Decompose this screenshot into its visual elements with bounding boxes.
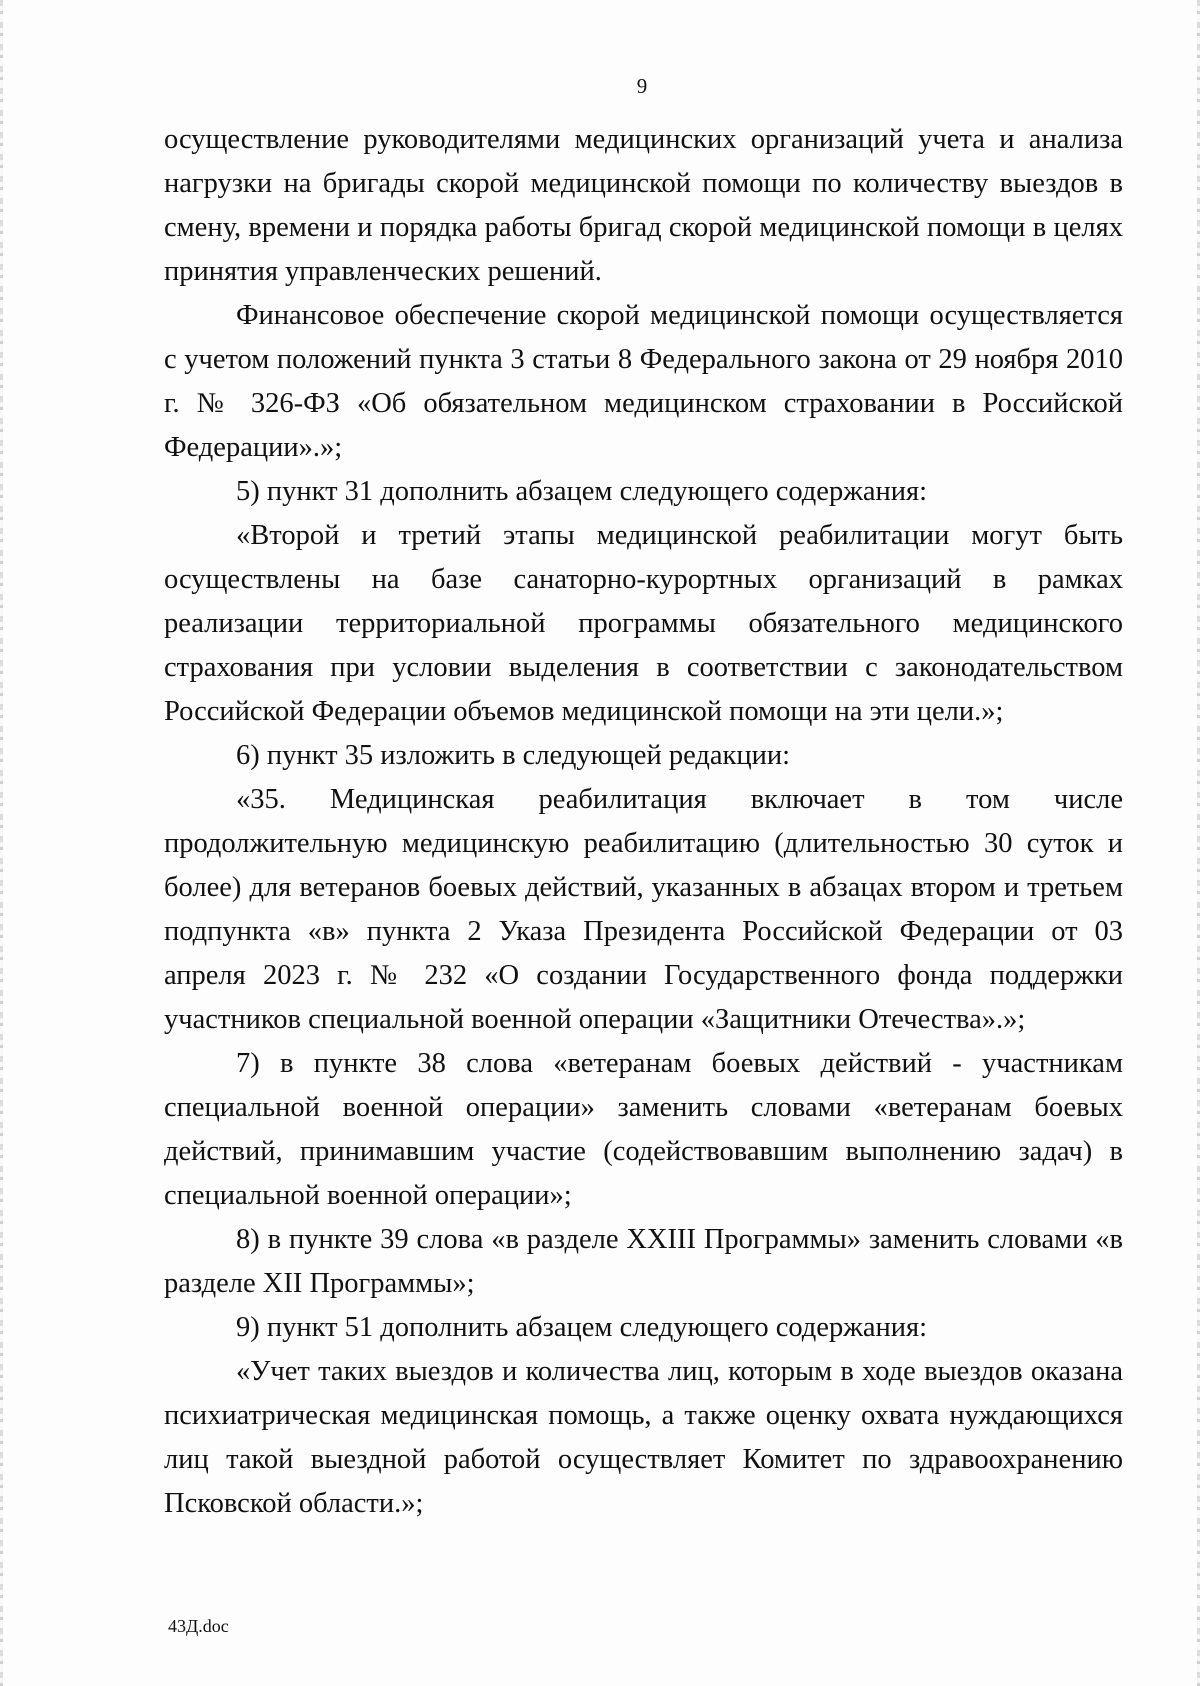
paragraph-financing: Финансовое обеспечение скорой медицинской помощи осуществляется с учетом положений пункта 3 статьи 8 Федерального закона от 29 ноября 2010 г. № 326-ФЗ «Об обязательном медицинском страховании в Российской Федерации».»; bbox=[164, 300, 1123, 463]
scan-edge-left bbox=[0, 0, 3, 1686]
paragraph-item-6: 6) пункт 35 изложить в следующей редакции: bbox=[236, 740, 791, 771]
paragraph-item-7: 7) в пункте 38 слова «ветеранам боевых действий - участникам специальной военной операции» заменить словами «ветеранам боевых действий, принимавшим участие (содействовавшим выполнению задач) в специальной военной операции»; bbox=[164, 1048, 1123, 1211]
paragraph-item-6-text: «35. Медицинская реабилитация включает в том числе продолжительную медицинскую реабилитацию (длительностью 30 суток и более) для ветеранов боевых действий, указанных в абзацах втором и третьем подпункта «в» пункта 2 Указа Президента Российской Федерации от 03 апреля 2023 г. № 232 «О создании Государственного фонда поддержки участников специальной военной операции «Защитники Отечества».»; bbox=[164, 784, 1123, 1035]
paragraph-item-5-text: «Второй и третий этапы медицинской реабилитации могут быть осуществлены на базе санаторно-курортных организаций в рамках реализации территориальной программы обязательного медицинского страхования при условии выделения в соответствии с законодательством Российской Федерации объемов медицинской помощи на эти цели.»; bbox=[164, 520, 1123, 727]
paragraph-item-8: 8) в пункте 39 слова «в разделе XXIII Программы» заменить словами «в разделе XII Программы»; bbox=[164, 1224, 1123, 1299]
paragraph-item-9: 9) пункт 51 дополнить абзацем следующего содержания: bbox=[236, 1312, 928, 1343]
paragraph-continuation: осуществление руководителями медицинских организаций учета и анализа нагрузки на бригады скорой медицинской помощи по количеству выездов в смену, времени и порядка работы бригад скорой медицинской помощи в целях принятия управленческих решений. bbox=[164, 124, 1123, 287]
page-number: 9 bbox=[636, 74, 648, 98]
paragraph-item-9-text: «Учет таких выездов и количества лиц, которым в ходе выездов оказана психиатрическая медицинская помощь, а также оценку охвата нуждающихся лиц такой выездной работой осуществляет Комитет по здравоохранению Псковской области.»; bbox=[164, 1356, 1123, 1519]
paragraph-item-5: 5) пункт 31 дополнить абзацем следующего содержания: bbox=[236, 476, 928, 507]
footer-filename: 43Д.doc bbox=[168, 1616, 229, 1636]
document-body bbox=[164, 118, 1123, 1526]
